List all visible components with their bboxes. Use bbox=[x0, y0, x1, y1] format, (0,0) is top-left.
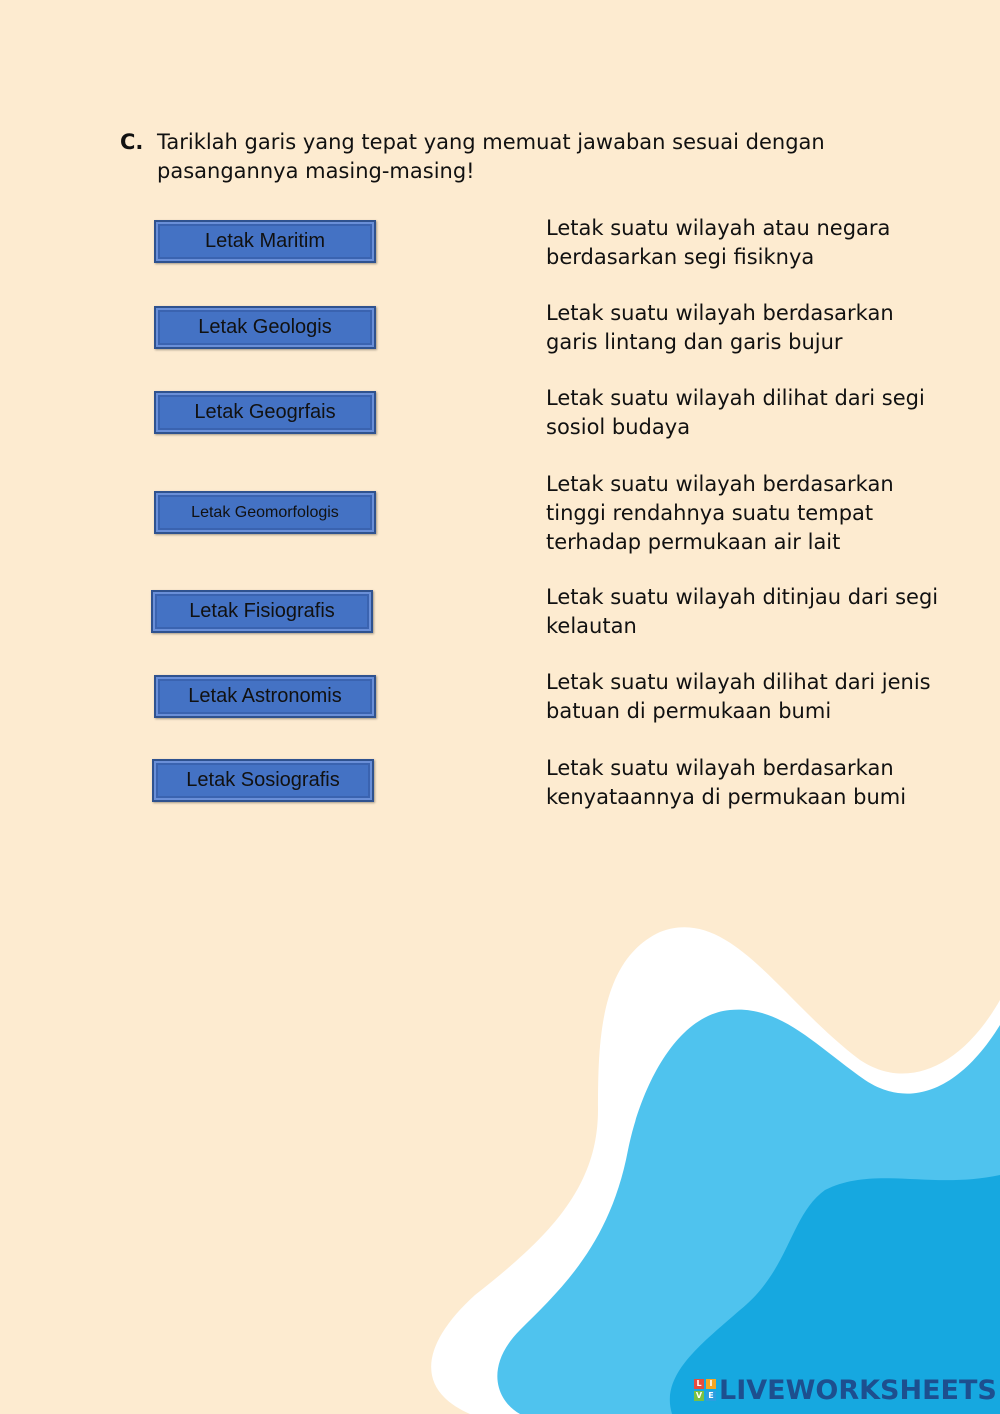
definition-6[interactable]: Letak suatu wilayah dilihat dari jenis batuan di permukaan bumi bbox=[546, 670, 931, 723]
term-button-geografis[interactable]: Letak Geogrfais bbox=[154, 391, 376, 434]
term-button-fisiografis[interactable]: Letak Fisiografis bbox=[151, 590, 373, 633]
logo-letter-v: V bbox=[695, 1391, 703, 1400]
question-label: C. bbox=[120, 130, 144, 154]
definition-3[interactable]: Letak suatu wilayah dilihat dari segi sosiol budaya bbox=[546, 386, 925, 439]
definition-5[interactable]: Letak suatu wilayah ditinjau dari segi kelautan bbox=[546, 585, 939, 638]
logo-letter-e: E bbox=[706, 1391, 716, 1401]
logo-letter-l: L bbox=[694, 1379, 704, 1389]
logo-letter-i: I bbox=[706, 1379, 716, 1389]
term-button-astronomis[interactable]: Letak Astronomis bbox=[154, 675, 376, 718]
question-text: Tariklah garis yang tepat yang memuat jawaban sesuai dengan pasangannya masing-masing! bbox=[157, 130, 825, 183]
definition-7[interactable]: Letak suatu wilayah berdasarkan kenyataannya di permukaan bumi bbox=[546, 756, 907, 809]
liveworksheets-logo bbox=[694, 1376, 997, 1404]
term-button-geomorfologis[interactable]: Letak Geomorfologis bbox=[154, 491, 376, 534]
definition-2[interactable]: Letak suatu wilayah berdasarkan garis lintang dan garis bujur bbox=[546, 301, 894, 354]
term-button-maritim[interactable]: Letak Maritim bbox=[154, 220, 376, 263]
term-button-geologis[interactable]: Letak Geologis bbox=[154, 306, 376, 349]
logo-grid-icon bbox=[694, 1379, 716, 1401]
term-button-sosiografis[interactable]: Letak Sosiografis bbox=[152, 759, 374, 802]
logo-text: LIVEWORKSHEETS bbox=[719, 1374, 997, 1406]
definition-4[interactable]: Letak suatu wilayah berdasarkan tinggi rendahnya suatu tempat terhadap permukaan air lait bbox=[546, 472, 894, 554]
definition-1[interactable]: Letak suatu wilayah atau negara berdasarkan segi fisiknya bbox=[546, 216, 891, 269]
